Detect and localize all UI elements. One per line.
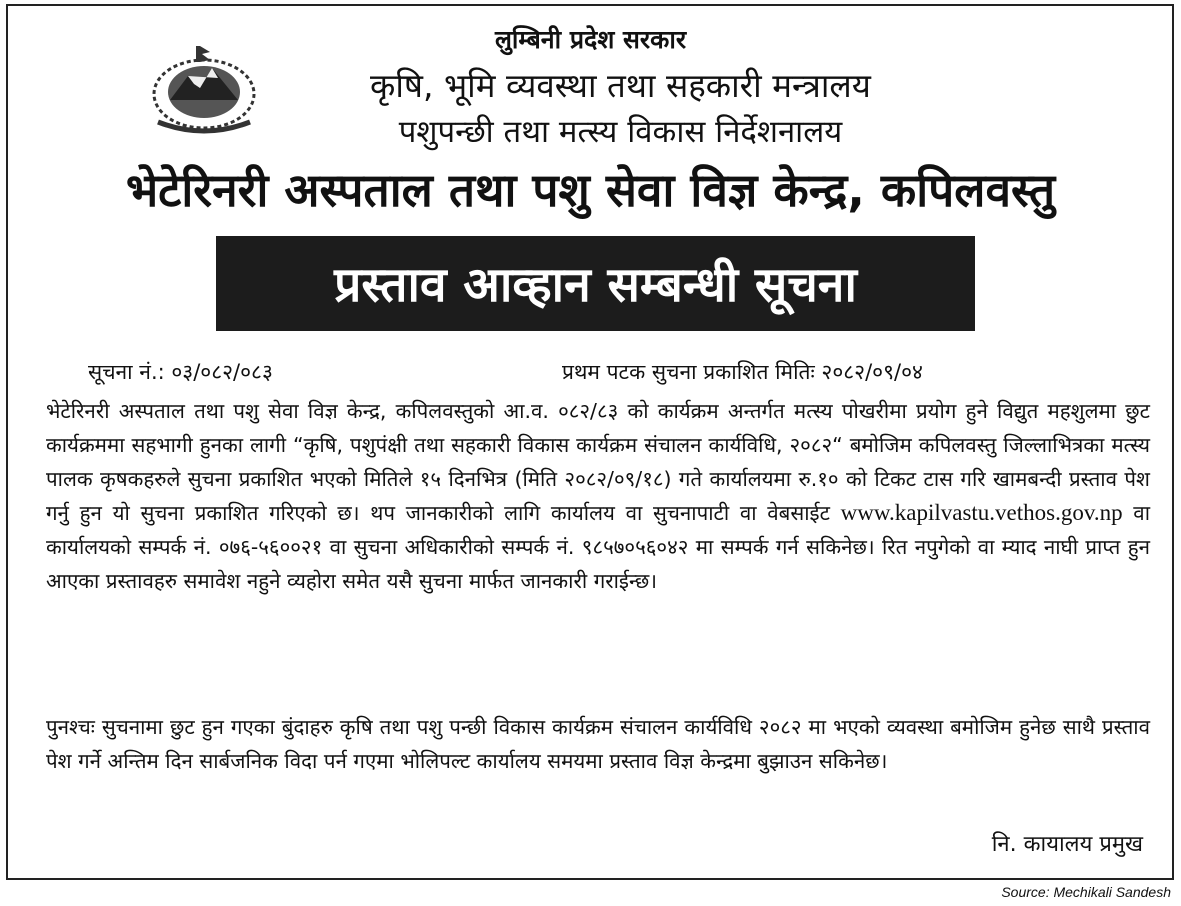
website-link[interactable]: www.kapilvastu.vethos.gov.np xyxy=(840,500,1123,525)
notice-body xyxy=(46,394,1150,598)
body-text-part1: भेटेरिनरी अस्पताल तथा पशु सेवा विज्ञ केन्द्र, कपिलवस्तुको आ.व. ०८२/८३ को कार्यक्रम अन्तर्गत मत्स्य पोखरीमा प्रयोग हुने विद्युत महशुलमा छुट कार्यक्रममा सहभागी हुनका लागी “कृषि, पशुपंक्षी तथा सहकारी विकास कार्यक्रम संचालन कार्यविधि, २०८२“ बमोजिम कपिलवस्तु जिल्लाभित्रका मत्स्य पालक कृषकहरुले सुचना प्रकाशित भएको मितिले १५ दिनभित्र (मिति २०८२/०९/१८) गते कार्यालयमा रु.१० को टिकट टास गरि खामबन्दी प्रस्ताव पेश गर्नु हुन यो सुचना प्रकाशित गरिएको छ। थप जानकारीको लागि कार्यालय वा सुचनापाटी वा वेबसाईट xyxy=(46,399,1150,525)
body-text-part2: वा कार्यालयको सम्पर्क नं. ०७६-५६००२१ वा सुचना अधिकारीको सम्पर्क नं. ९८५७०५६०४२ मा सम्पर्क गर्न सकिनेछ। रित नपुगेको वा म्याद नाघी प्राप्त हुन आएका प्रस्तावहरु समावेश नहुने व्यहोरा समेत यसै सुचना मार्फत जानकारी गराईन्छ। xyxy=(46,501,1151,593)
notice-postscript: पुनश्चः सुचनामा छुट हुन गएका बुंदाहरु कृषि तथा पशु पन्छी विकास कार्यक्रम संचालन कार्यविधि २०८२ मा भएको व्यवस्था बमोजिम हुनेछ साथै प्रस्ताव पेश गर्ने अन्तिम दिन सार्बजनिक विदा पर्न गएमा भोलिपल्ट कार्यालय समयमा प्रस्ताव विज्ञ केन्द्रमा बुझाउन सकिनेछ। xyxy=(46,715,1150,773)
directorate-name: पशुपन्छी तथा मत्स्य विकास निर्देशनालय xyxy=(398,114,843,150)
notice-title-banner xyxy=(216,236,975,331)
notice-title: प्रस्ताव आव्हान सम्बन्धी सूचना xyxy=(334,257,857,313)
publish-date: प्रथम पटक सुचना प्रकाशित मितिः २०८२/०९/०४ xyxy=(562,360,923,384)
notice-number: सूचना नं.: ०३/०८२/०८३ xyxy=(88,360,273,384)
office-name: भेटेरिनरी अस्पताल तथा पशु सेवा विज्ञ केन्द्र, कपिलवस्तु xyxy=(125,163,1056,217)
ministry-name: कृषि, भूमि व्यवस्था तथा सहकारी मन्त्रालय xyxy=(370,66,871,105)
province-name: लुम्बिनी प्रदेश सरकार xyxy=(494,25,687,54)
signature-line: नि. कायालय प्रमुख xyxy=(991,832,1143,857)
source-credit: Source: Mechikali Sandesh xyxy=(1001,884,1171,900)
